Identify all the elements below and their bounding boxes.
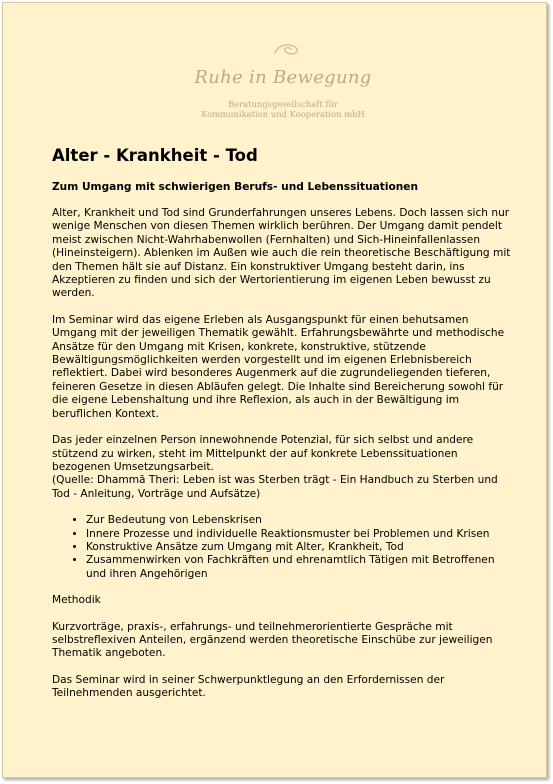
method-paragraph: Kurzvorträge, praxis-, erfahrungs- und teilnehmerorientierte Gespräche mit selbstreflexiven Anteilen, ergänzend werden theoretische Einschübe zur jeweiligen Thematik angeboten. — [52, 620, 493, 660]
company-logo — [163, 41, 403, 123]
swirl-icon — [271, 41, 301, 59]
list-item: • Konstruktive Ansätze zum Umgang mit Alter, Krankheit, Tod — [86, 541, 512, 554]
source-citation: (Quelle: Dhammā Theri: Leben ist was Sterben trägt - Ein Handbuch zu Sterben und Tod - Anleitung, Vorträge und Aufsätze) — [52, 474, 498, 500]
closing-paragraph: Das Seminar wird in seiner Schwerpunktlegung an den Erfordernissen der Teilnehmenden ausgerichtet. — [52, 673, 445, 700]
intro-paragraph: Alter, Krankheit und Tod sind Grunderfahrungen unseres Lebens. Doch lassen sich nur wenige Menschen von diesen Themen wirklich berühren. Der Umgang damit pendelt meist zwischen Nicht-Wahrhabenwollen (Fernhalten) und Sich-Hineinfallenlassen (Hineinsteigern). Ablenken im Außen wie auch die rein theoretische Beschäftigung mit den Themen hält sie auf Distanz. Ein konstruktiver Umgang besteht darin, ins Akzeptieren zu finden und sich der Wertorientierung im eigenen Leben bewusst zu werden. — [52, 207, 511, 300]
document-title: Alter - Krankheit - Tod — [52, 146, 258, 165]
logo-subtitle — [163, 99, 403, 119]
document-subtitle: Zum Umgang mit schwierigen Berufs- und Lebenssituationen — [52, 181, 419, 193]
document-page — [2, 2, 547, 778]
topic-list — [52, 514, 512, 581]
list-item: • Innere Prozesse und individuelle Reaktionsmuster bei Problemen und Krisen — [86, 528, 512, 541]
seminar-paragraph: Im Seminar wird das eigene Erleben als Ausgangspunkt für einen behutsamen Umgang mit der jeweiligen Thematik gewählt. Erfahrungsbewährte und methodische Ansätze für den Umgang mit Krisen, konkrete, konstruktive, stützende Bewältigungsmöglichkeiten werden vorgestellt und im eigenen Erlebnisbereich reflektiert. Dabei wird besonderes Augenmerk auf die zugrundeliegenden tieferen, feineren Gesetze in diesen Abläufen gelegt. Die Inhalte sind Bereicherung sowohl für die eigene Lebenshaltung und ihre Reflexion, als auch in der Bewältigung im beruflichen Kontext. — [52, 313, 505, 420]
method-heading: Methodik — [52, 594, 101, 607]
list-item: • Zur Bedeutung von Lebenskrisen — [86, 514, 512, 527]
logo-subtitle-line-2: Kommunikation und Kooperation mbH — [201, 109, 365, 119]
potential-paragraph — [52, 434, 512, 501]
list-item: • Zusammenwirken von Fachkräften und ehrenamtlich Tätigen mit Betroffenen und ihren Angehörigen — [86, 554, 512, 581]
potential-text: Das jeder einzelnen Person innewohnende Potenzial, für sich selbst und andere stützend zu wirken, steht im Mittelpunkt der auf konkrete Lebenssituationen bezogenen Umsetzungsarbeit. — [52, 434, 474, 473]
document-content — [52, 146, 512, 701]
logo-title: Ruhe in Bewegung — [194, 67, 372, 88]
logo-subtitle-line-1: Beratungsgesellschaft für — [228, 99, 338, 109]
